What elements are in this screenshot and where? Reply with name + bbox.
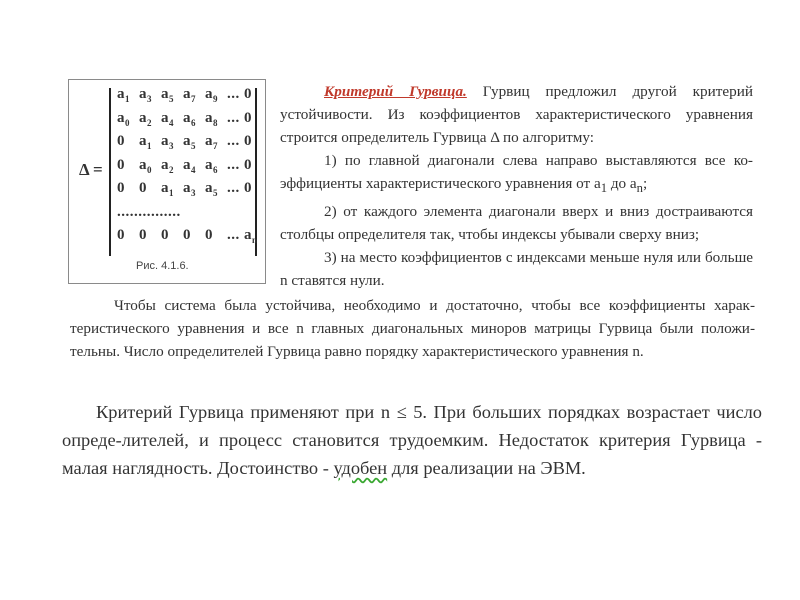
matrix-cell: $a_4$	[161, 109, 174, 128]
matrix-cell: $a_3$	[139, 86, 152, 104]
matrix-cell: $a_7$	[183, 86, 196, 104]
matrix-cell: $a_8$	[205, 109, 218, 128]
matrix-cell: $a_0$	[117, 109, 130, 128]
matrix-cell: 0	[205, 227, 213, 243]
matrix-cell: $a_5$	[161, 86, 174, 104]
hurwitz-criterion-description	[280, 80, 753, 292]
step-1-sub-n: n	[636, 181, 643, 196]
matrix-cell: 0	[161, 227, 169, 243]
matrix-cell: ...............	[117, 203, 181, 220]
criterion-usage-paragraph	[62, 398, 762, 482]
matrix-cell: 0	[183, 227, 191, 243]
matrix-cell: $a_9$	[205, 86, 218, 104]
matrix-cell: ... 0	[227, 180, 252, 196]
matrix-cell: $a_0$	[139, 156, 152, 175]
intro-line	[280, 80, 753, 149]
hurwitz-matrix-figure	[68, 79, 266, 284]
algorithm-step-3: 3) на место коэффициентов с индексами меньше нуля или больше n ставятся нули.	[280, 249, 753, 290]
matrix-cell: $a_5$	[205, 180, 218, 198]
matrix-left-bar	[109, 88, 111, 256]
matrix-cell: $a_2$	[161, 156, 174, 175]
matrix-cell: $a_1$	[117, 86, 130, 104]
matrix-cell: $a_3$	[161, 133, 174, 151]
matrix-cell: ... 0	[227, 86, 252, 102]
matrix-cell: 0	[117, 156, 125, 173]
usage-text-end: для реализации на ЭВМ.	[387, 458, 586, 478]
matrix-cell: 0	[139, 180, 147, 196]
matrix-cell: $a_6$	[205, 156, 218, 175]
algorithm-step-2: 2) от каждого элемента диагонали вверх и вниз достраиваются столбцы определителя так, чтобы индексы убывали сверху вниз;	[280, 203, 753, 244]
matrix-cell: 0	[117, 227, 125, 243]
matrix-cell: $a_1$	[139, 133, 152, 151]
matrix-cell: 0	[117, 180, 125, 196]
matrix-cell: ... 0	[227, 133, 252, 149]
matrix-cell: $a_3$	[183, 180, 196, 198]
matrix-cell: $a_7$	[205, 133, 218, 151]
matrix-cell: ... 0	[227, 109, 252, 126]
delta-label: Δ =	[79, 160, 103, 179]
step-1-text: 1) по главной диагонали слева направо выставляются все ко-эффициенты характеристического уравнения от a	[280, 152, 753, 192]
spellcheck-underlined-word: удобен	[333, 458, 388, 478]
matrix-cell: $a_5$	[183, 133, 196, 151]
matrix-cell: $a_2$	[139, 109, 152, 128]
algorithm-step-1	[280, 149, 753, 200]
step-1-text-c: ;	[643, 175, 648, 192]
matrix-cell: 0	[139, 227, 147, 243]
stability-condition-paragraph: Чтобы система была устойчива, необходимо и достаточно, чтобы все коэффициенты харак-теристического уравнения и все n главных диагональных миноров матрицы Гурвица были положи-тельны. Число определителей Гурвица равно порядку характеристического уравнения n.	[70, 297, 755, 360]
criterion-title: Критерий Гурвица.	[324, 83, 467, 100]
matrix-cell: ... $a_n$	[227, 227, 258, 245]
matrix-cell: ... 0	[227, 156, 252, 173]
step-1-sub-1: 1	[600, 181, 608, 196]
matrix-cell: $a_6$	[183, 109, 196, 128]
step-1-text-b: до a	[607, 175, 637, 192]
intro-text: Гурвиц предложил другой критерий устойчивости. Из коэффициентов характеристического уравнения строится определитель Гурвица Δ по алгоритму:	[280, 83, 753, 146]
usage-text: Критерий Гурвица применяют при n ≤ 5. При больших порядках возрастает число опреде-лителей, и процесс становится трудоемким. Недостаток критерия Гурвица - малая наглядность. Достоинство -	[62, 402, 762, 478]
matrix-cell: $a_1$	[161, 180, 174, 198]
matrix-cell: $a_4$	[183, 156, 196, 175]
matrix-cell: 0	[117, 133, 125, 149]
figure-caption: Рис. 4.1.6.	[136, 260, 189, 272]
